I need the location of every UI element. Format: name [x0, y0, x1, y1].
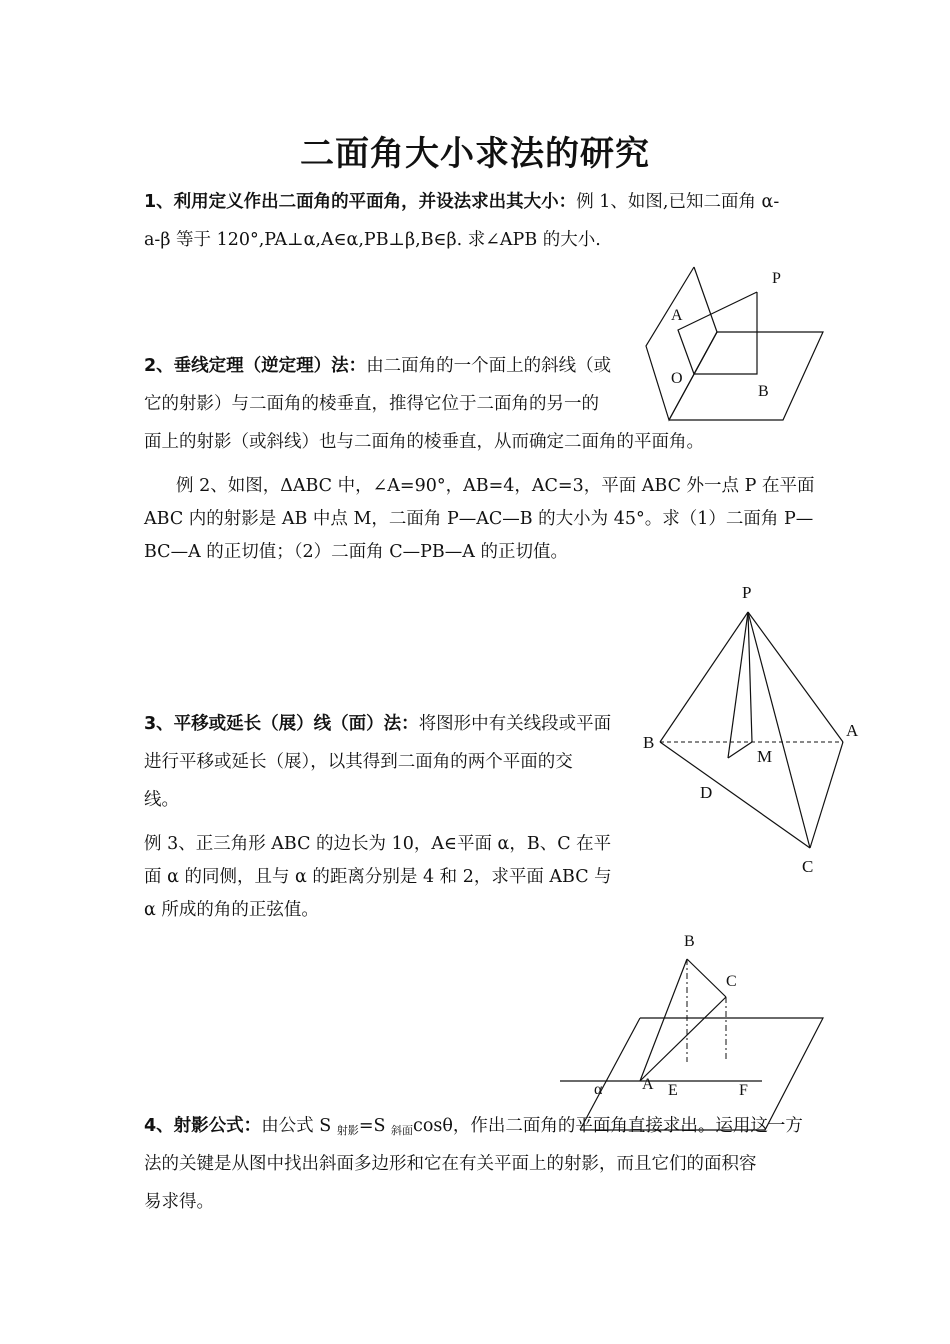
fig3-label-a: A — [642, 1076, 654, 1093]
formula-text-b: =S — [358, 1116, 392, 1136]
figure-3-triangle-plane — [555, 930, 835, 1130]
example-2-line-3: BC—A 的正切值；（2）二面角 C—PB—A 的正切值。 — [144, 542, 568, 562]
formula-subscript-oblique: 斜面 — [391, 1124, 414, 1137]
section-3-line-1 — [144, 710, 611, 735]
fig3-label-alpha: α — [594, 1081, 603, 1098]
formula-text-a: 由公式 S — [261, 1116, 337, 1136]
fig1-segment-pb-bo — [694, 292, 757, 374]
figure-2-pyramid — [630, 580, 870, 880]
figure-1-dihedral-angle — [640, 262, 840, 432]
section-3-line-2: 进行平移或延长（展），以其得到二面角的两个平面的交 — [144, 752, 573, 772]
fig2-label-c: C — [802, 857, 814, 876]
example-3-line-1: 例 3、正三角形 ABC 的边长为 10，A∈平面 α，B、C 在平 — [144, 834, 612, 854]
page-title: 二面角大小求法的研究 — [300, 134, 650, 174]
example-2-line-2: ABC 内的射影是 AB 中点 M，二面角 P—AC—B 的大小为 45°。求（1）二面角 P— — [144, 509, 814, 529]
section-1-line-1 — [144, 188, 779, 213]
fig3-label-f: F — [739, 1082, 748, 1099]
section-2-heading: 2、垂线定理（逆定理）法： — [144, 356, 367, 376]
fig2-label-p: P — [742, 583, 752, 602]
section-3-heading: 3、平移或延长（展）线（面）法： — [144, 714, 419, 734]
section-2-line-3: 面上的射影（或斜线）也与二面角的棱垂直，从而确定二面角的平面角。 — [144, 432, 704, 452]
fig2-label-m: M — [757, 747, 773, 766]
fig1-label-p: P — [772, 270, 781, 287]
section-3-line-3: 线。 — [144, 790, 179, 810]
section-2-text: 由二面角的一个面上的斜线（或 — [366, 356, 612, 376]
fig2-label-b: B — [643, 733, 655, 752]
fig1-segment-pa-ao — [678, 292, 757, 374]
fig2-label-a: A — [846, 721, 859, 740]
fig1-label-o: O — [671, 370, 683, 387]
fig1-label-b: B — [758, 383, 769, 400]
fig3-label-e: E — [668, 1082, 678, 1099]
fig1-label-a: A — [671, 307, 683, 324]
section-2-line-1 — [144, 352, 611, 377]
section-1-line-2: a-β 等于 120°,PA⊥α,A∈α,PB⊥β,B∈β. 求∠APB 的大小. — [144, 230, 601, 250]
fig1-plane-beta — [669, 332, 823, 420]
section-4-line-3: 易求得。 — [144, 1192, 214, 1212]
fig3-label-b: B — [684, 933, 695, 950]
example-1-text: 例 1、如图,已知二面角 α- — [576, 192, 780, 212]
example-2-line-1: 例 2、如图，ΔABC 中，∠A=90°，AB=4，AC=3，平面 ABC 外一点 P 在平面 — [176, 476, 815, 496]
section-4-line-2: 法的关键是从图中找出斜面多边形和它在有关平面上的射影，而且它们的面积容 — [144, 1154, 757, 1174]
section-3-text: 将图形中有关线段或平面 — [418, 714, 612, 734]
formula-text-c: cosθ，作出二面角的平面角直接求出。运用这一方 — [413, 1116, 803, 1136]
section-4-heading: 4、射影公式： — [144, 1116, 262, 1136]
section-4-line-1 — [144, 1112, 803, 1138]
example-3-line-3: α 所成的角的正弦值。 — [144, 900, 319, 920]
example-3-line-2: 面 α 的同侧，且与 α 的距离分别是 4 和 2，求平面 ABC 与 — [144, 867, 612, 887]
fig2-label-d: D — [700, 783, 713, 802]
fig3-label-c: C — [726, 973, 737, 990]
section-2-line-2: 它的射影）与二面角的棱垂直，推得它位于二面角的另一的 — [144, 394, 599, 414]
formula-subscript-projection: 射影 — [336, 1124, 359, 1137]
section-1-heading: 1、利用定义作出二面角的平面角，并设法求出其大小： — [144, 192, 577, 212]
